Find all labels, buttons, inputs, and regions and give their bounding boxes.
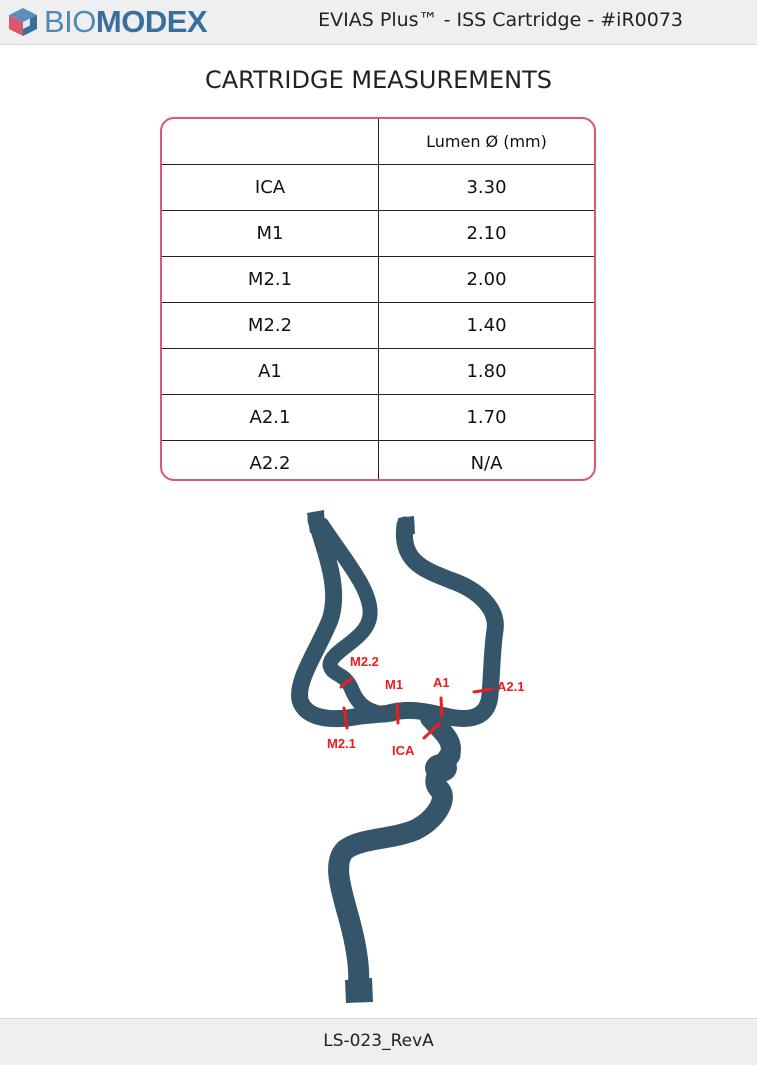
- lumen-cell: N/A: [379, 441, 595, 482]
- table-row: [162, 211, 594, 257]
- label-m22: M2.2: [350, 654, 379, 669]
- segment-cell: ICA: [162, 165, 379, 211]
- section-title: CARTRIDGE MEASUREMENTS: [204, 66, 553, 94]
- table-row: [162, 257, 594, 303]
- table-row: [162, 165, 594, 211]
- vessel-model-image: [0, 500, 757, 1010]
- logo-text-bio: BIO: [44, 4, 96, 39]
- table-row: [162, 349, 594, 395]
- label-a21: A2.1: [497, 679, 525, 694]
- label-m21: M2.1: [327, 736, 356, 751]
- measurements-table-frame: [160, 117, 596, 481]
- segment-cell: M2.2: [162, 303, 379, 349]
- lumen-cell: 1.80: [379, 349, 595, 395]
- biomodex-logo: [6, 5, 207, 39]
- cube-logo-icon: [6, 5, 40, 39]
- table-row: [162, 441, 594, 482]
- lumen-cell: 1.70: [379, 395, 595, 441]
- lumen-cell: 2.10: [379, 211, 595, 257]
- marker-a1: [441, 698, 442, 716]
- marker-m1: [397, 704, 398, 723]
- table-row: [162, 395, 594, 441]
- segment-cell: A2.2: [162, 441, 379, 482]
- table-header-segment: [162, 119, 379, 165]
- table-header-lumen: Lumen Ø (mm): [379, 119, 595, 165]
- header-bar: [0, 0, 757, 45]
- segment-cell: A1: [162, 349, 379, 395]
- label-a1: A1: [433, 675, 450, 690]
- segment-cell: M1: [162, 211, 379, 257]
- document-title: EVIAS Plus™ - ISS Cartridge - #iR0073: [318, 9, 683, 31]
- label-ica: ICA: [392, 743, 415, 758]
- label-m1: M1: [385, 677, 404, 692]
- table-header-row: [162, 119, 594, 165]
- lumen-cell: 1.40: [379, 303, 595, 349]
- footer-bar: [0, 1018, 757, 1065]
- footer-code: LS-023_RevA: [323, 1031, 434, 1051]
- lumen-cell: 2.00: [379, 257, 595, 303]
- table-row: [162, 303, 594, 349]
- segment-cell: M2.1: [162, 257, 379, 303]
- lumen-cell: 3.30: [379, 165, 595, 211]
- measurements-table: [162, 119, 594, 481]
- segment-cell: A2.1: [162, 395, 379, 441]
- logo-text-modex: MODEX: [95, 4, 208, 39]
